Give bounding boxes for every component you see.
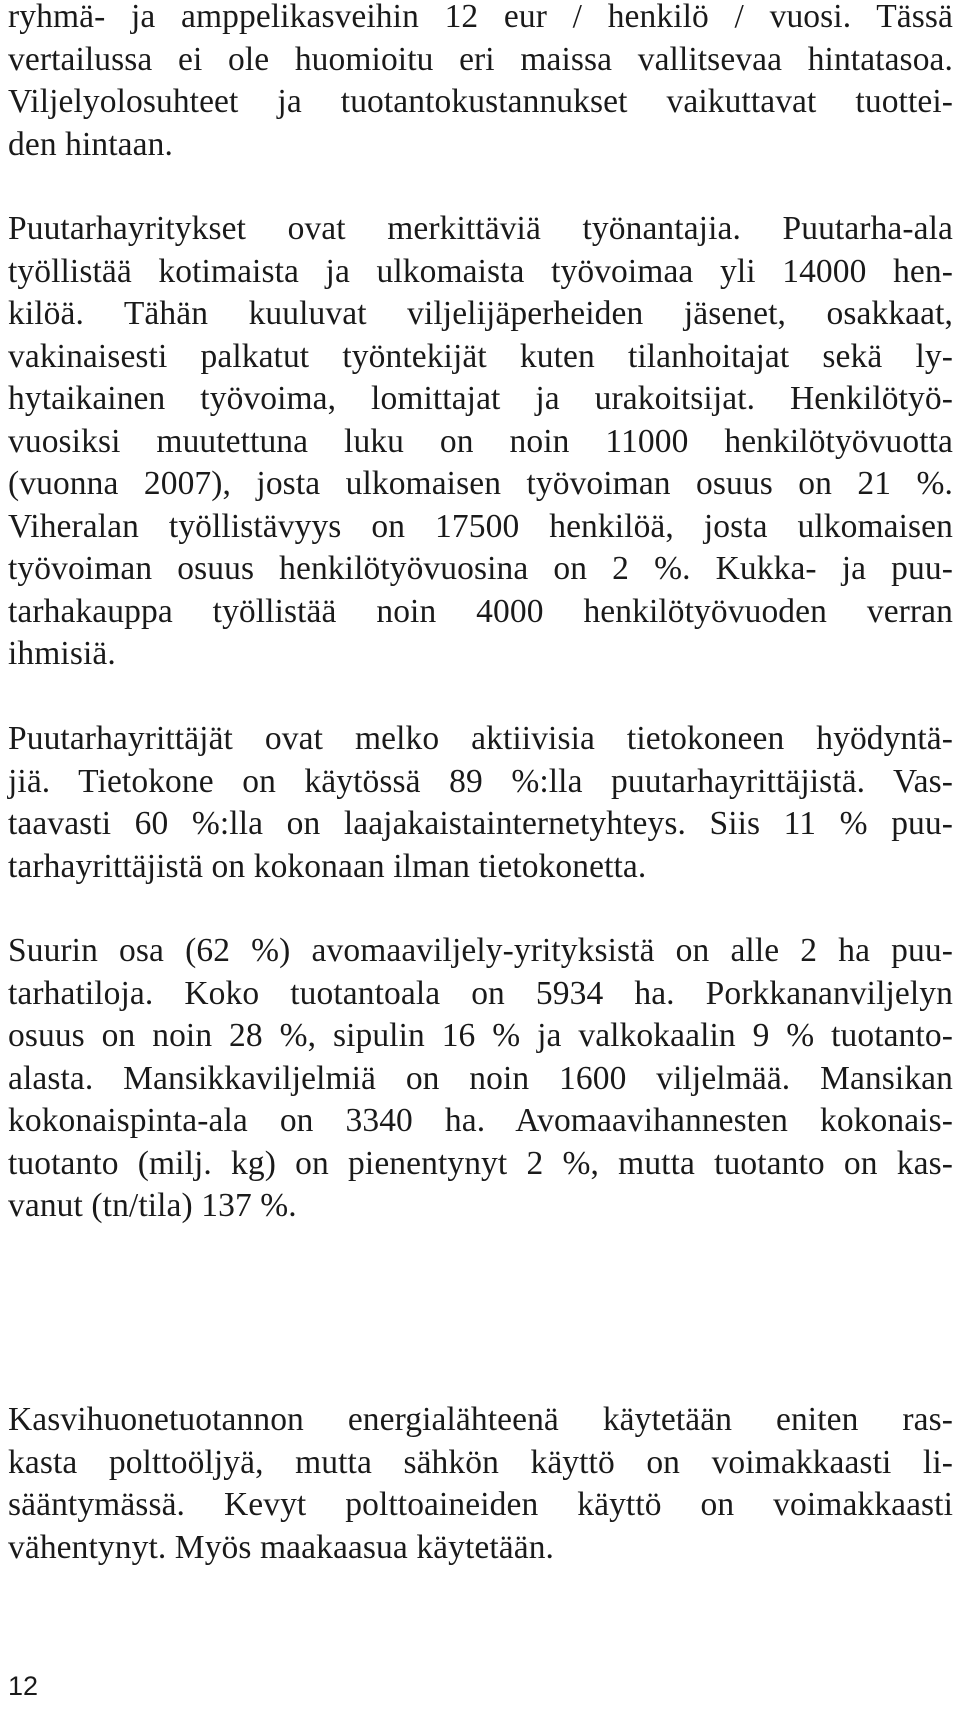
text-line: työllistää kotimaista ja ulkomaista työvoimaa yli 14000 hen- [8, 252, 953, 290]
paragraph-price-comparison [8, 0, 953, 166]
text-line: den hintaan. [8, 125, 173, 163]
text-line: tarhatiloja. Koko tuotantoala on 5934 ha. Porkkananviljelyn [8, 974, 953, 1012]
text-line: sääntymässä. Kevyt polttoaineiden käyttö on voimakkaasti [8, 1486, 953, 1523]
text-line: tarhakauppa työllistää noin 4000 henkilötyövuoden verran [8, 592, 953, 630]
paragraph-computer-use [8, 718, 953, 888]
text-line: kilöä. Tähän kuuluvat viljelijäperheiden jäsenet, osakkaat, [8, 295, 953, 332]
text-line: Viljelyolosuhteet ja tuotantokustannukset vaikuttavat tuottei- [8, 83, 953, 120]
text-line: alasta. Mansikkaviljelmiä on noin 1600 viljelmää. Mansikan [8, 1059, 953, 1097]
text-line: vakinaisesti palkatut työntekijät kuten tilanhoitajat sekä ly- [8, 337, 953, 375]
text-line: Puutarhayrittäjät ovat melko aktiivisia tietokoneen hyödyntä- [8, 720, 953, 757]
text-line: tuotanto (milj. kg) on pienentynyt 2 %, mutta tuotanto on kas- [8, 1144, 953, 1182]
text-line: Kasvihuonetuotannon energialähteenä käytetään eniten ras- [8, 1401, 953, 1438]
paragraph-employment [8, 208, 953, 676]
text-line: Suurin osa (62 %) avomaaviljely-yrityksistä on alle 2 ha puu- [8, 932, 953, 969]
text-line: Puutarhayritykset ovat merkittäviä työnantajia. Puutarha-ala [8, 210, 953, 247]
text-line: tarhayrittäjistä on kokonaan ilman tietokonetta. [8, 847, 647, 885]
text-line: vertailussa ei ole huomioitu eri maissa vallitsevaa hintatasoa. [8, 40, 953, 78]
text-line: hytaikainen työvoima, lomittajat ja urakoitsijat. Henkilötyö- [8, 380, 953, 417]
page-number: 12 [8, 1671, 39, 1701]
text-line: vuosiksi muutettuna luku on noin 11000 henkilötyövuotta [8, 422, 953, 460]
text-line: Viheralan työllistävyys on 17500 henkilöä, josta ulkomaisen [8, 507, 953, 545]
text-line: jiä. Tietokone on käytössä 89 %:lla puutarhayrittäjistä. Vas- [8, 762, 953, 800]
text-line: työvoiman osuus henkilötyövuosina on 2 %. Kukka- ja puu- [8, 550, 953, 587]
text-line: (vuonna 2007), josta ulkomaisen työvoiman osuus on 21 %. [8, 465, 953, 502]
text-line: osuus on noin 28 %, sipulin 16 % ja valkokaalin 9 % tuotanto- [8, 1017, 953, 1054]
text-line: kasta polttoöljyä, mutta sähkön käyttö on voimakkaasti li- [8, 1443, 953, 1481]
text-line: ryhmä- ja amppelikasveihin 12 eur / henkilö / vuosi. Tässä [8, 0, 953, 35]
text-line: ihmisiä. [8, 635, 116, 672]
text-line: vanut (tn/tila) 137 %. [8, 1187, 297, 1224]
paragraph-greenhouse-energy [8, 1399, 953, 1569]
text-line: kokonaispinta-ala on 3340 ha. Avomaavihannesten kokonais- [8, 1102, 953, 1139]
paragraph-open-field-production [8, 930, 953, 1228]
text-line: taavasti 60 %:lla on laajakaistainternetyhteys. Siis 11 % puu- [8, 805, 953, 842]
text-line: vähentynyt. Myös maakaasua käytetään. [8, 1528, 555, 1566]
